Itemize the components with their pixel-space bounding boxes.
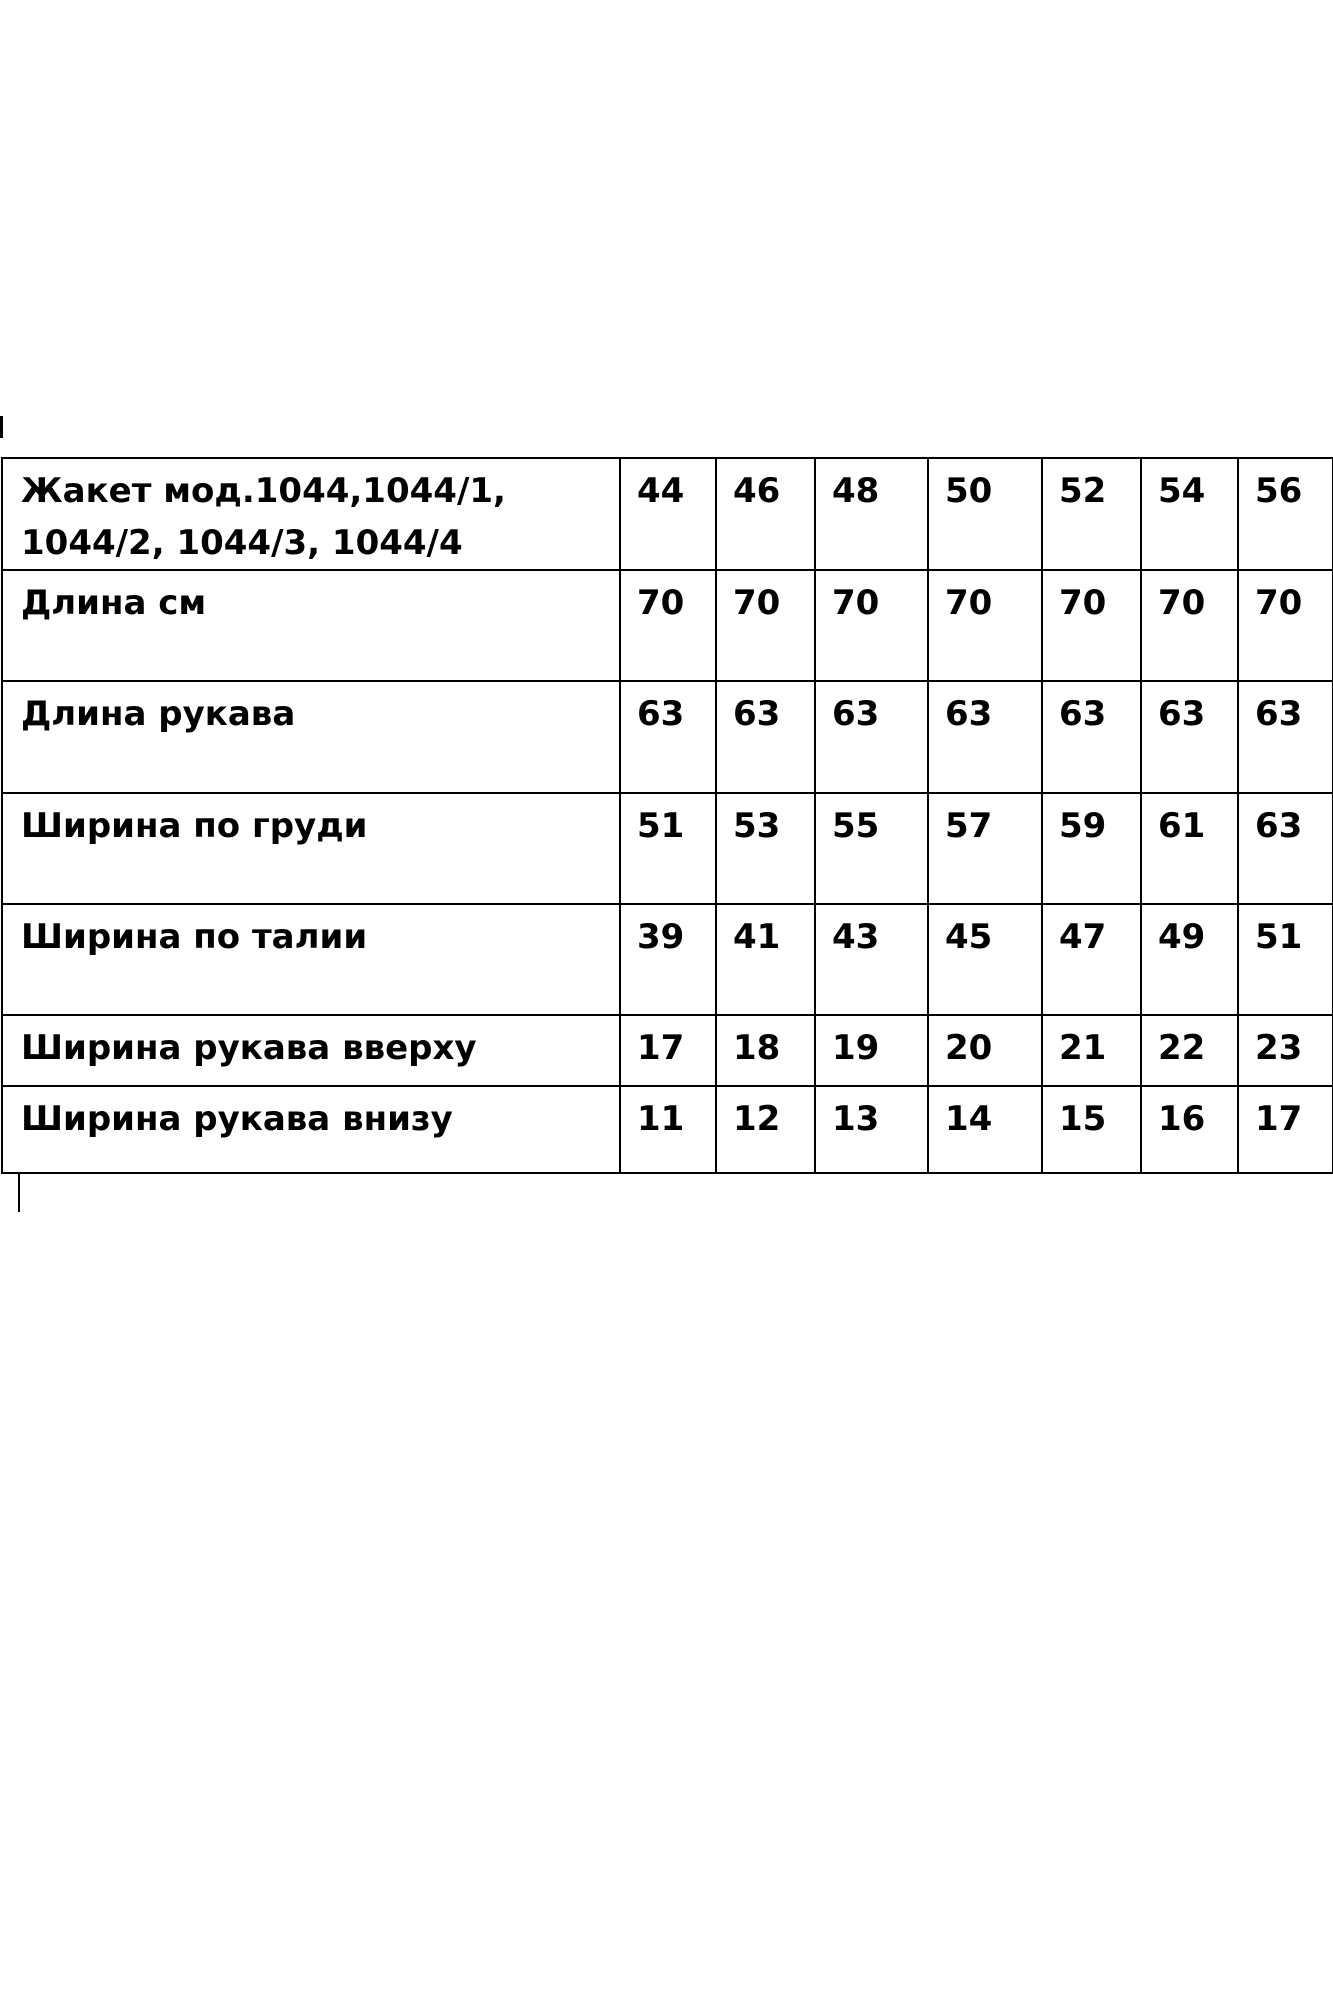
table-cell: 39 [620,904,716,1015]
table-cell: 14 [928,1086,1042,1173]
table-cell: 70 [620,570,716,681]
table-cell: 20 [928,1015,1042,1086]
table-header-row [2,458,1333,570]
header-cell-size: 56 [1238,458,1333,570]
header-cell-size: 54 [1141,458,1238,570]
table-cell: 41 [716,904,815,1015]
table-row [2,793,1333,904]
table-cell: 11 [620,1086,716,1173]
header-cell-size: 46 [716,458,815,570]
row-label: Длина рукава [2,681,620,793]
table-cell: 21 [1042,1015,1141,1086]
table-row [2,1015,1333,1086]
row-label: Ширина по груди [2,793,620,904]
table-cell: 51 [1238,904,1333,1015]
table-cell: 13 [815,1086,928,1173]
table-cell: 18 [716,1015,815,1086]
table-cell: 45 [928,904,1042,1015]
header-cell-model: Жакет мод.1044,1044/1, 1044/2, 1044/3, 1044/4 [2,458,620,570]
table-cell: 55 [815,793,928,904]
table-row [2,570,1333,681]
table-cell: 57 [928,793,1042,904]
table-cell: 70 [1238,570,1333,681]
table-cell: 59 [1042,793,1141,904]
table-cell: 63 [815,681,928,793]
table-cell: 43 [815,904,928,1015]
table-cell: 15 [1042,1086,1141,1173]
table-row [2,1086,1333,1173]
table-cell: 22 [1141,1015,1238,1086]
header-cell-size: 44 [620,458,716,570]
table-cell: 61 [1141,793,1238,904]
table-cell: 70 [1042,570,1141,681]
table-cell: 63 [1042,681,1141,793]
table-cell: 63 [1238,681,1333,793]
table-cell: 47 [1042,904,1141,1015]
row-label: Ширина по талии [2,904,620,1015]
header-cell-size: 50 [928,458,1042,570]
table-cell: 16 [1141,1086,1238,1173]
table-cell: 63 [1141,681,1238,793]
table-cell: 17 [1238,1086,1333,1173]
table-cell: 12 [716,1086,815,1173]
header-cell-size: 48 [815,458,928,570]
header-cell-size: 52 [1042,458,1141,570]
row-label: Длина см [2,570,620,681]
table-cell: 51 [620,793,716,904]
table-cell: 70 [1141,570,1238,681]
table-cell: 53 [716,793,815,904]
table-row [2,681,1333,793]
table-cell: 63 [716,681,815,793]
table-cell: 63 [620,681,716,793]
row-label: Ширина рукава внизу [2,1086,620,1173]
table-cell: 49 [1141,904,1238,1015]
edge-mark [0,416,3,438]
table-cell: 23 [1238,1015,1333,1086]
table-cell: 63 [1238,793,1333,904]
table-cell: 19 [815,1015,928,1086]
table-cell: 70 [928,570,1042,681]
text-cursor-mark [18,1174,20,1212]
row-label: Ширина рукава вверху [2,1015,620,1086]
size-chart-table [1,457,1333,1174]
table-cell: 17 [620,1015,716,1086]
table-cell: 70 [716,570,815,681]
table-row [2,904,1333,1015]
table-cell: 70 [815,570,928,681]
table-cell: 63 [928,681,1042,793]
